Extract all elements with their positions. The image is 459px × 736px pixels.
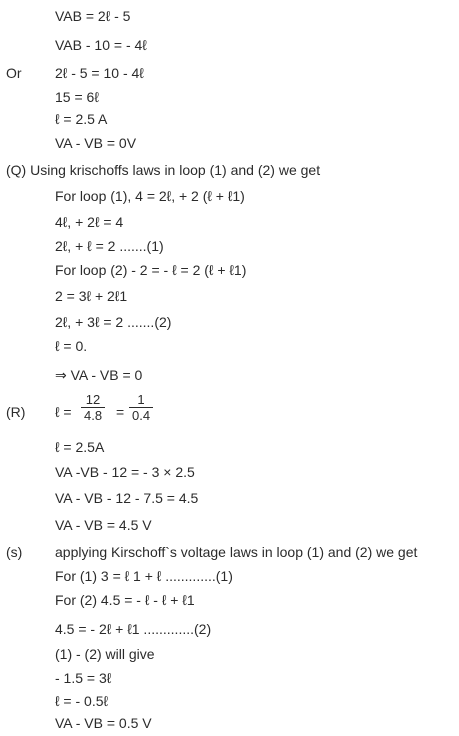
fraction-numerator: 1: [137, 392, 145, 407]
equation-line: 2 = 3ℓ + 2ℓ1: [55, 288, 128, 304]
equation-line: 4ℓ, + 2ℓ = 4: [55, 214, 124, 230]
equation-line: For (2) 4.5 = - ℓ - ℓ + ℓ1: [55, 592, 195, 608]
equation-line: 2ℓ - 5 = 10 - 4ℓ: [55, 65, 144, 81]
equation-line: VA - VB = 0V: [55, 135, 137, 151]
equation-line: ℓ = 0.: [55, 338, 88, 354]
or-label: Or: [6, 65, 22, 81]
fraction-lhs: ℓ =: [55, 404, 72, 420]
equation-line: ⇒ VA - VB = 0: [55, 367, 143, 383]
equation-line: VAB - 10 = - 4ℓ: [55, 37, 147, 53]
equation-line: VA - VB = 0.5 V: [55, 715, 152, 731]
r-label: (R): [6, 404, 26, 420]
equation-line: For (1) 3 = ℓ 1 + ℓ .............(1): [55, 568, 233, 584]
equation-line: 2ℓ, + 3ℓ = 2 .......(2): [55, 314, 172, 330]
fraction-equals: =: [116, 404, 125, 420]
equation-line: VAB = 2ℓ - 5: [55, 8, 131, 24]
fraction-denominator: 4.8: [81, 407, 105, 423]
equation-line: ℓ = 2.5 A: [55, 111, 108, 127]
equation-line: VA -VB - 12 = - 3 × 2.5: [55, 464, 195, 480]
fraction-12-over-4.8: [81, 392, 105, 423]
equation-line: ℓ = - 0.5ℓ: [55, 693, 109, 709]
equation-line: ℓ = 2.5A: [55, 439, 105, 455]
equation-line: 2ℓ, + ℓ = 2 .......(1): [55, 238, 164, 254]
fraction-denominator: 0.4: [129, 407, 153, 423]
fraction-equation: [55, 403, 72, 421]
equation-line: For loop (1), 4 = 2ℓ, + 2 (ℓ + ℓ1): [55, 188, 245, 204]
equation-line: 15 = 6ℓ: [55, 89, 99, 105]
equation-line: (1) - (2) will give: [55, 646, 155, 662]
section-heading-q: (Q) Using krischoffs laws in loop (1) and (2) we get: [6, 162, 321, 178]
fraction-numerator: 12: [85, 392, 101, 407]
equation-line: - 1.5 = 3ℓ: [55, 670, 112, 686]
equation-line: VA - VB - 12 - 7.5 = 4.5: [55, 490, 199, 506]
equation-line: 4.5 = - 2ℓ + ℓ1 .............(2): [55, 621, 212, 637]
s-label: (s): [6, 544, 23, 560]
equation-line: VA - VB = 4.5 V: [55, 517, 152, 533]
equation-line: For loop (2) - 2 = - ℓ = 2 (ℓ + ℓ1): [55, 262, 247, 278]
equation-line: applying Kirschoff`s voltage laws in loop (1) and (2) we get: [55, 544, 418, 560]
fraction-1-over-0.4: [129, 392, 153, 423]
